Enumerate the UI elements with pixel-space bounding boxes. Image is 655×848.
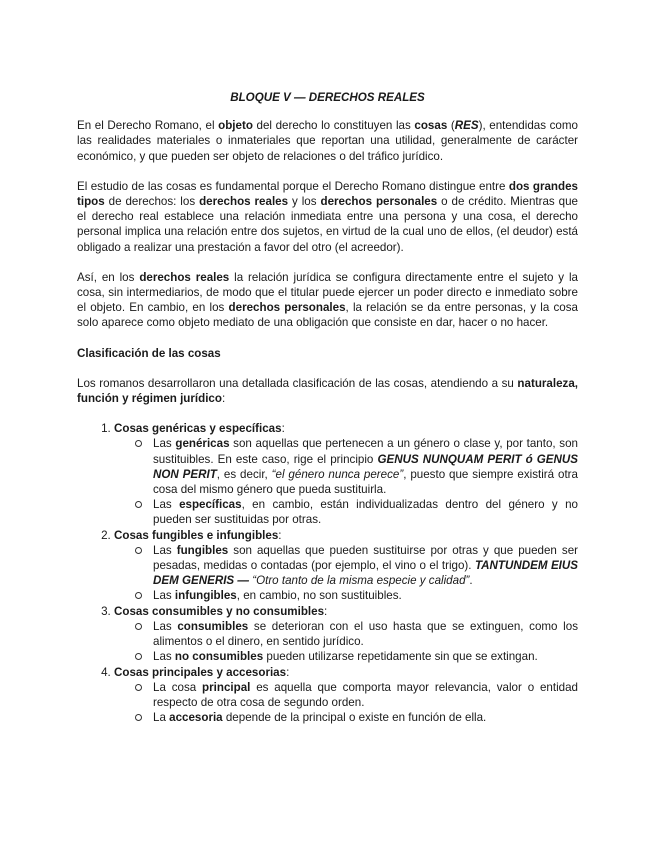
sub-list (114, 543, 578, 604)
sub-list-item: Las consumibles se deterioran con el uso hasta que se extinguen, como los alimentos o el dinero, en sentido jurídico. (153, 619, 578, 649)
rights-types-paragraph: El estudio de las cosas es fundamental porque el Derecho Romano distingue entre dos grandes tipos de derechos: los derechos reales y los derechos personales o de crédito. Mientras que el derecho real establece una relación inmediata entre una persona y una cosa, el derecho personal implica una relación entre dos sujetos, en virtud de la cual uno de ellos, (el deudor) está obligado a realizar una prestación a favor del otro (el acreedor). (77, 179, 578, 254)
list-item: 3. Cosas consumibles y no consumibles: Las consumibles se deterioran con el uso hasta que se extinguen, como los alimentos o el dinero, en sentido jurídico. Las no consumibles pueden utilizarse repetidamente sin que se extingan. (114, 604, 578, 665)
sub-list-item: La cosa principal es aquella que comporta mayor relevancia, valor o entidad respecto de otra cosa de segundo orden. (153, 680, 578, 709)
sub-list (114, 619, 578, 665)
sub-list (114, 680, 578, 726)
real-rights-paragraph: Así, en los derechos reales la relación jurídica se configura directamente entre el sujeto y la cosa, sin intermediarios, de modo que el titular puede ejercer un poder directo e inmediato sobre el objeto. En cambio, en los derechos personales, la relación se da entre personas, y la cosa solo aparece como objeto mediato de una obligación que consiste en dar, hacer o no hacer. (77, 270, 579, 330)
list-item: 2. Cosas fungibles e infungibles: Las fungibles son aquellas que pueden sustituirse por otras y que pueden ser pesadas, medidas o contadas (por ejemplo, el vino o el trigo). TANTUNDEM EIUS DEM GENERIS — “Otro tanto de la misma especie y calidad”. Las infungibles, en cambio, no son sustituibles. (114, 528, 578, 604)
list-item: 1. Cosas genéricas y específicas: Las genéricas son aquellas que pertenecen a un género o clase y, por tanto, son sustituibles. En este caso, rige el principio GENUS NUNQUAM PERIT ó GENUS NON PERIT, es decir, “el género nunca perece”, puesto que siempre existirá otra cosa del mismo género que pueda sustituirla. Las específicas, en cambio, están individualizadas dentro del género y no pueden ser sustituidas por otras. (114, 421, 578, 527)
sub-list-item: Las específicas, en cambio, están individualizadas dentro del género y no pueden ser sustituidas por otras. (153, 498, 578, 527)
sub-list-item: Las no consumibles pueden utilizarse repetidamente sin que se extingan. (153, 649, 578, 664)
sub-list-item: Las fungibles son aquellas que pueden sustituirse por otras y que pueden ser pesadas, medidas o contadas (por ejemplo, el vino o el trigo). TANTUNDEM EIUS DEM GENERIS — “Otro tanto de la misma especie y calidad”. (153, 543, 578, 588)
list-item: 4. Cosas principales y accesorias: La cosa principal es aquella que comporta mayor relevancia, valor o entidad respecto de otra cosa de segundo orden. La accesoria depende de la principal o existe en función de ella. (114, 665, 578, 726)
sub-list-item: Las genéricas son aquellas que pertenecen a un género o clase y, por tanto, son sustituibles. En este caso, rige el principio GENUS NUNQUAM PERIT ó GENUS NON PERIT, es decir, “el género nunca perece”, puesto que siempre existirá otra cosa del mismo género que pueda sustituirla. (153, 437, 579, 497)
classification-intro-paragraph: Los romanos desarrollaron una detallada clasificación de las cosas, atendiendo a su naturaleza, función y régimen jurídico: (77, 376, 578, 406)
intro-paragraph: En el Derecho Romano, el objeto del derecho lo constituyen las cosas (RES), entendidas como las realidades materiales o inmateriales que reportan una utilidad, generalmente de carácter económico, y que pueden ser objeto de relaciones o del tráfico jurídico. (77, 119, 578, 163)
section-heading: Clasificación de las cosas (77, 346, 221, 360)
document-title: BLOQUE V — DERECHOS REALES (230, 91, 425, 104)
sub-list (114, 436, 578, 527)
classification-list (77, 421, 578, 725)
sub-list-item: Las infungibles, en cambio, no son sustituibles. (153, 588, 578, 603)
sub-list-item: La accesoria depende de la principal o existe en función de ella. (153, 710, 578, 725)
